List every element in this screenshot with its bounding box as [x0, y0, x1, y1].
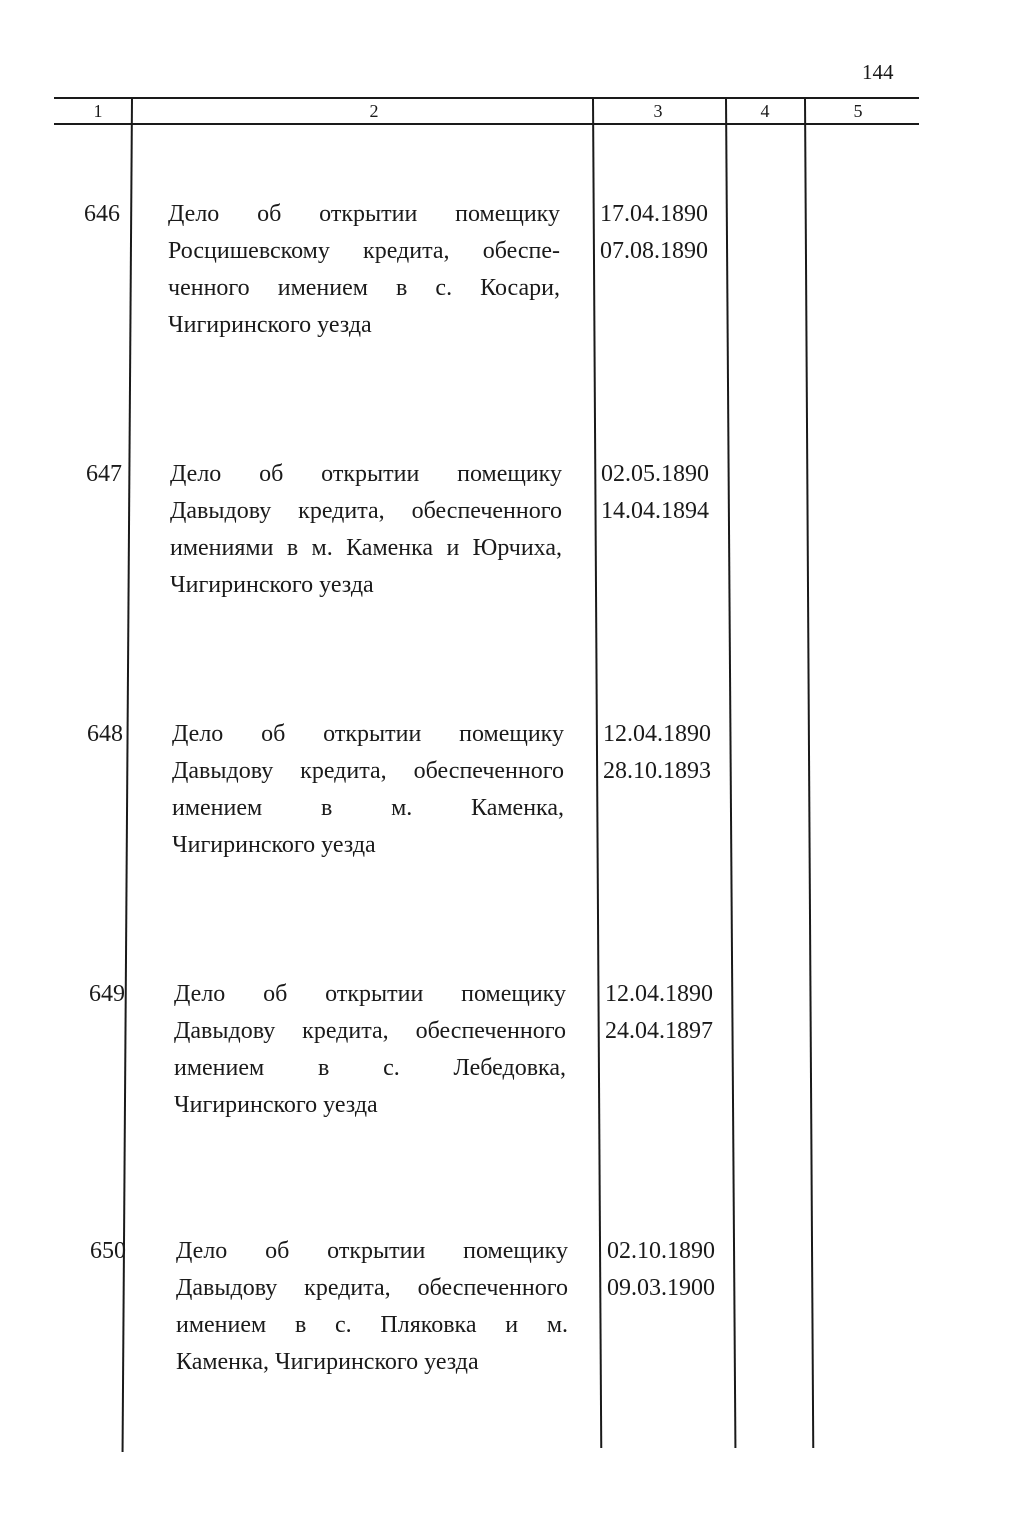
date-start: 02.05.1890: [601, 461, 709, 487]
record-dates: [603, 716, 711, 790]
date-start: 12.04.1890: [605, 981, 713, 1007]
date-start: 12.04.1890: [603, 721, 711, 747]
date-end: 28.10.1893: [603, 758, 711, 784]
record-dates: [601, 456, 709, 530]
date-end: 07.08.1890: [600, 238, 708, 264]
record-number: 647: [86, 461, 122, 487]
date-end: 14.04.1894: [601, 498, 709, 524]
record-description: Дело об открытии помещику Давыдову кредита, обеспеченного имениями в м. Каменка и Юрчиха, Чигиринского уезда: [170, 461, 562, 598]
column-header-5: 5: [853, 101, 863, 121]
column-header-3: 3: [653, 101, 663, 121]
column-divider-4: [804, 98, 814, 1448]
record-number: 649: [89, 981, 125, 1007]
record-number: 650: [90, 1238, 126, 1264]
column-divider-3: [725, 98, 736, 1448]
record-dates: [600, 196, 708, 270]
record-number: 646: [84, 201, 120, 227]
column-header-1: 1: [93, 101, 103, 121]
date-end: 24.04.1897: [605, 1018, 713, 1044]
page-number: 144: [862, 60, 894, 84]
date-end: 09.03.1900: [607, 1275, 715, 1301]
record-description: Дело об открытии помещику Давыдову кредита, обеспеченного имением в с. Пляковка и м. Каменка, Чигиринского уезда: [176, 1238, 568, 1375]
column-divider-2: [592, 98, 602, 1448]
record-description: Дело об открытии помещику Росцишевскому кредита, обеспе- ченного имением в с. Косари, Чигиринского уезда: [168, 201, 560, 338]
record-description: Дело об открытии помещику Давыдову кредита, обеспеченного имением в с. Лебедовка, Чигиринского уезда: [174, 981, 566, 1118]
date-start: 17.04.1890: [600, 201, 708, 227]
table-header-rule: [54, 123, 919, 125]
column-header-2: 2: [369, 101, 379, 121]
column-header-4: 4: [760, 101, 770, 121]
record-number: 648: [87, 721, 123, 747]
record-description: Дело об открытии помещику Давыдову кредита, обеспеченного имением в м. Каменка, Чигиринского уезда: [172, 721, 564, 858]
table-top-rule: [54, 97, 919, 99]
record-dates: [605, 976, 713, 1050]
date-start: 02.10.1890: [607, 1238, 715, 1264]
record-dates: [607, 1233, 715, 1307]
